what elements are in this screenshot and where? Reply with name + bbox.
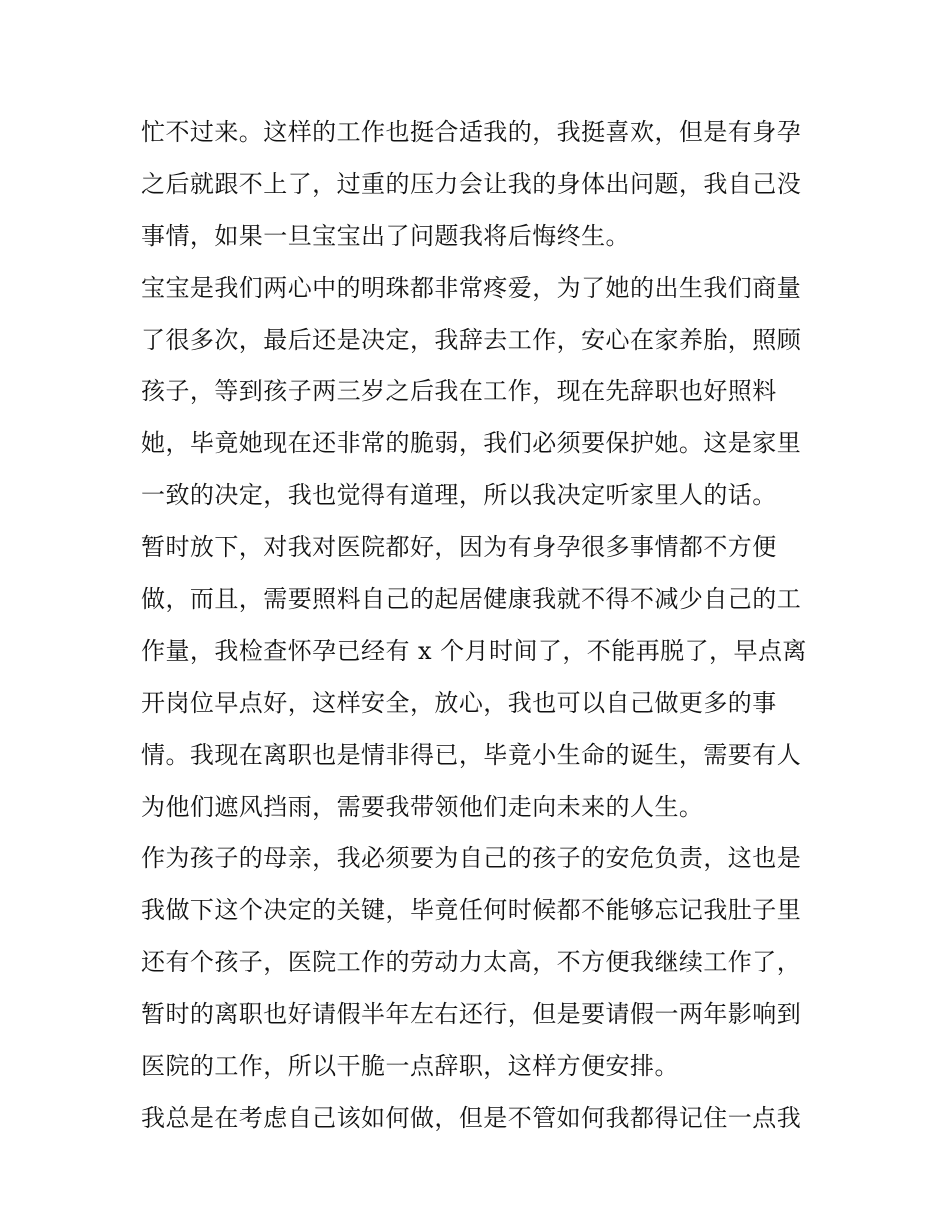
text-line: 我总是在考虑自己该如何做，但是不管如何我都得记住一点我 [141,1103,802,1132]
text-line: 开岗位早点好，这样安全，放心，我也可以自己做更多的事 [141,688,777,717]
text-line: 孩子，等到孩子两三岁之后我在工作，现在先辞职也好照料 [141,377,777,406]
text-line: 医院的工作，所以干脆一点辞职，这样方便安排。 [141,1052,679,1081]
text-line: 之后就跟不上了，过重的压力会让我的身体出问题，我自己没 [141,169,802,198]
text-line: 暂时放下，对我对医院都好，因为有身孕很多事情都不方便 [141,533,777,562]
text-line: 我做下这个决定的关键，毕竟任何时候都不能够忘记我肚子里 [141,896,802,925]
text-line: 一致的决定，我也觉得有道理，所以我决定听家里人的话。 [141,481,777,510]
text-line: 作量，我检查怀孕已经有 x 个月时间了，不能再脱了，早点离 [141,636,807,665]
text-line: 情。我现在离职也是情非得已，毕竟小生命的诞生，需要有人 [141,740,802,769]
text-line: 作为孩子的母亲，我必须要为自己的孩子的安危负责，这也是 [141,844,802,873]
document-body [141,107,821,1145]
text-line: 忙不过来。这样的工作也挺合适我的，我挺喜欢，但是有身孕 [141,118,802,146]
text-line: 做，而且，需要照料自己的起居健康我就不得不减少自己的工 [141,585,802,614]
text-line: 了很多次，最后还是决定，我辞去工作，安心在家养胎，照顾 [141,325,802,354]
text-line: 还有个孩子，医院工作的劳动力太高，不方便我继续工作了， [141,948,802,977]
text-line: 她，毕竟她现在还非常的脆弱，我们必须要保护她。这是家里 [141,429,802,458]
text-line: 宝宝是我们两心中的明珠都非常疼爱，为了她的出生我们商量 [141,273,802,302]
text-line: 为他们遮风挡雨，需要我带领他们走向未来的人生。 [141,792,704,821]
text-line: 事情，如果一旦宝宝出了问题我将后悔终生。 [141,221,630,250]
text-line: 暂时的离职也好请假半年左右还行，但是要请假一两年影响到 [141,1000,802,1029]
